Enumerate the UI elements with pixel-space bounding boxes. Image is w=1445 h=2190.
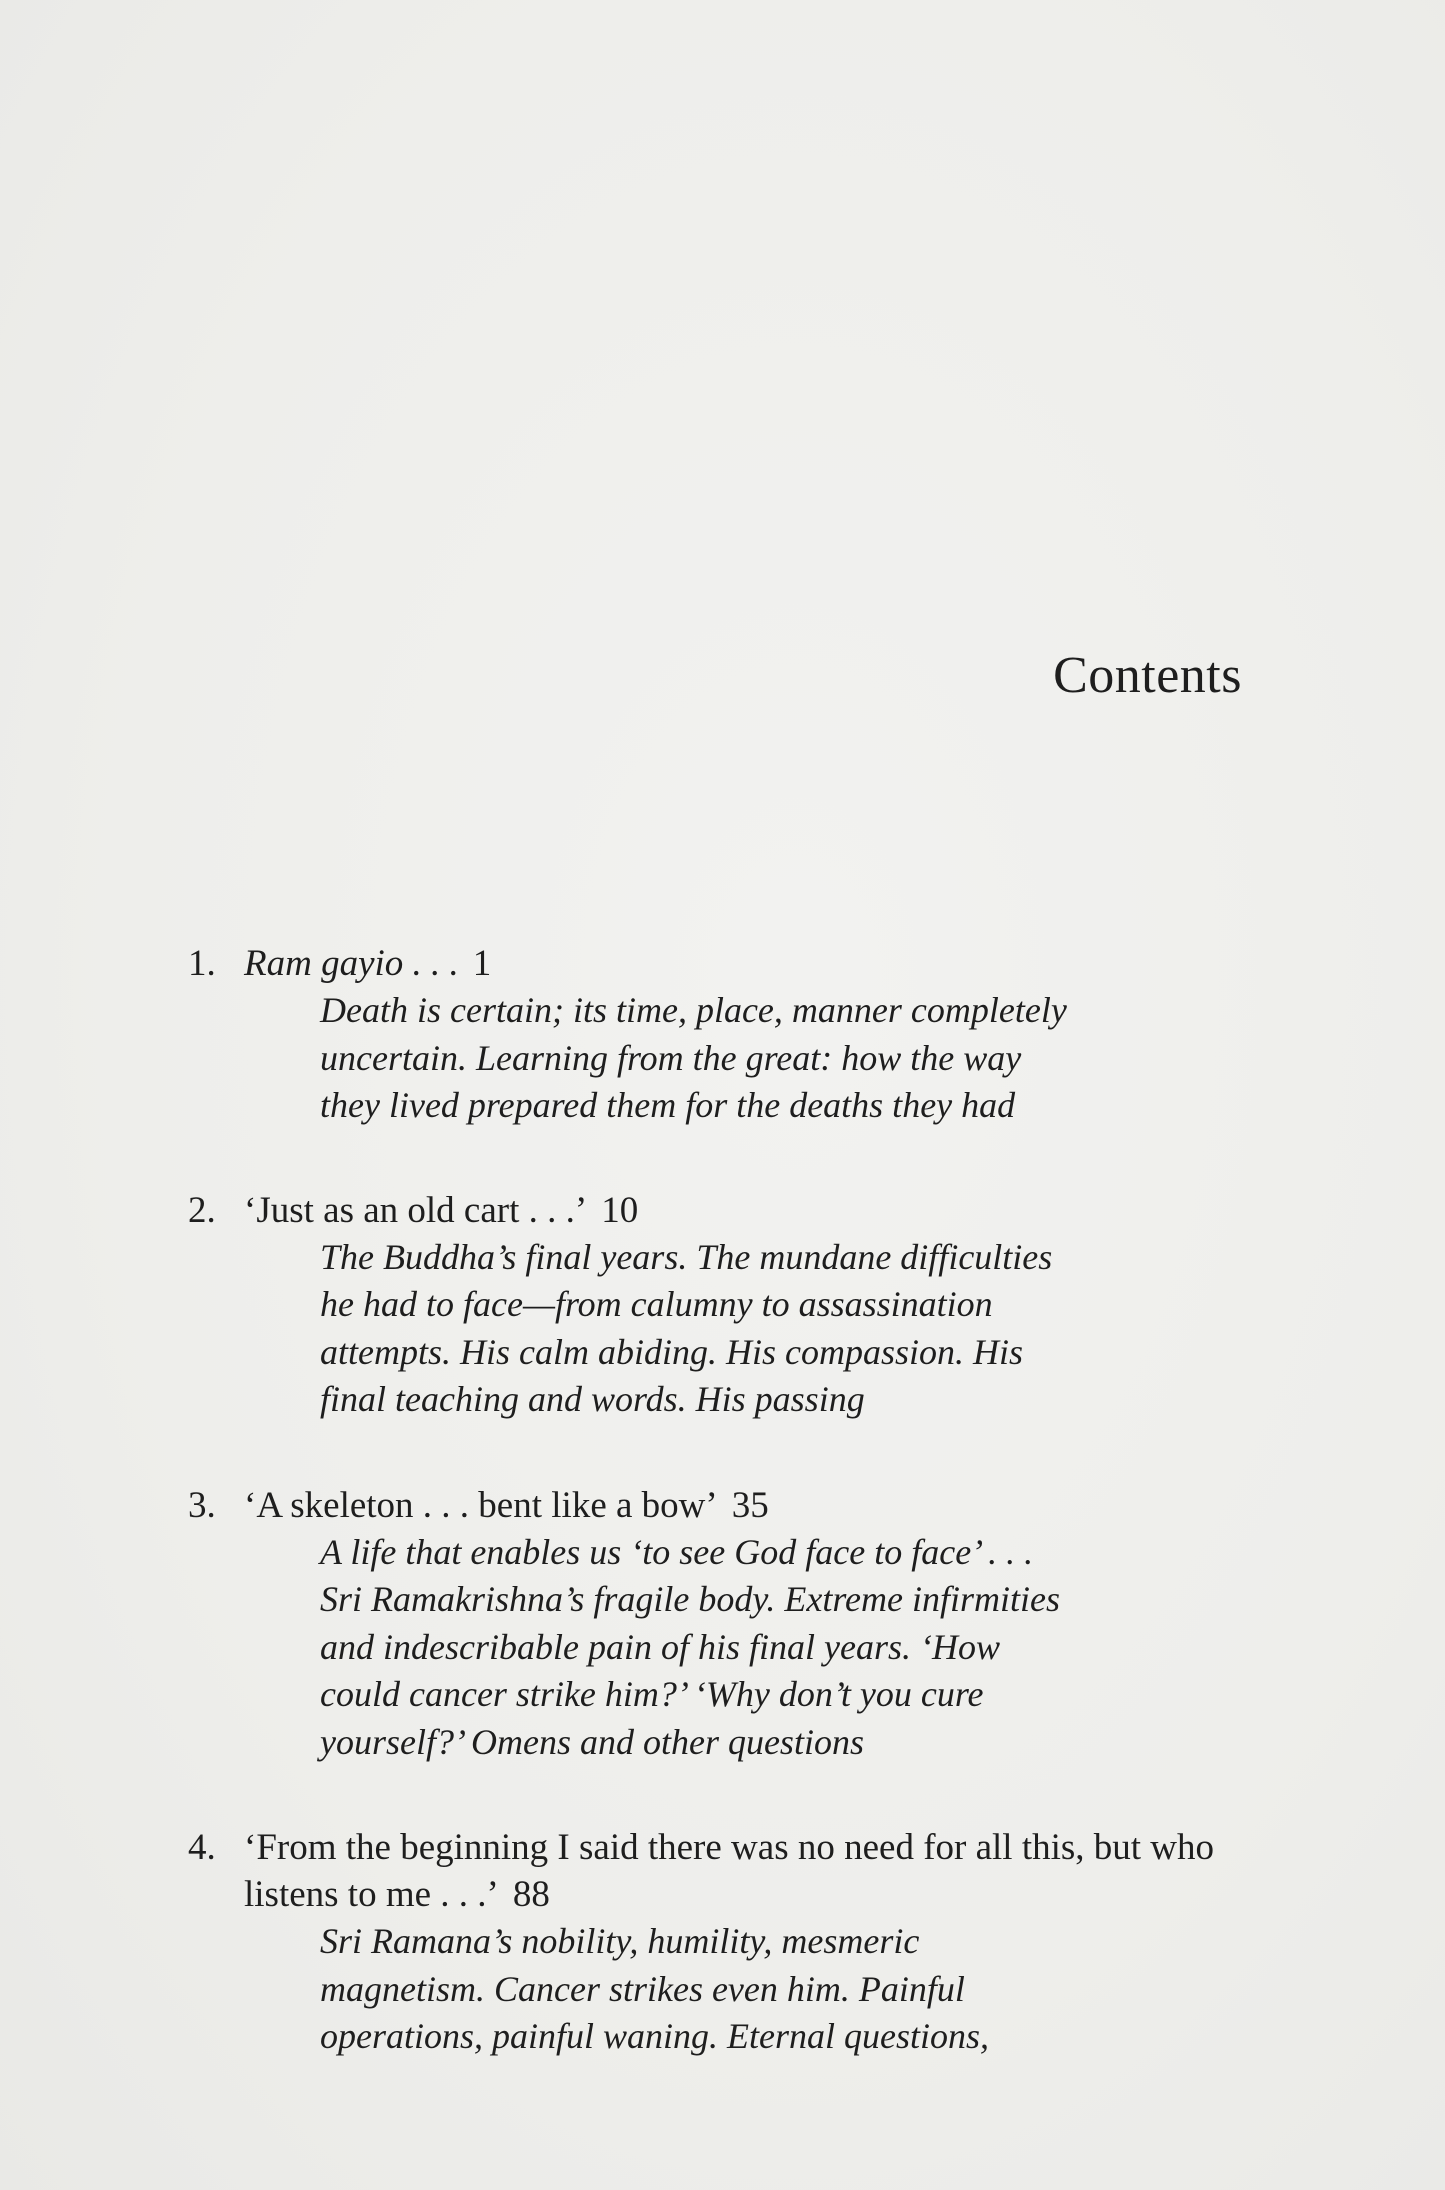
description-line: Sri Ramakrishna’s fragile body. Extreme infirmities — [320, 1579, 1060, 1619]
chapter-description — [320, 1234, 1288, 1424]
description-line: attempts. His calm abiding. His compassion. His — [320, 1331, 1024, 1372]
chapter-number: 2. — [188, 1189, 216, 1231]
chapter-page-number: 35 — [731, 1484, 769, 1526]
table-of-contents — [188, 940, 1288, 2111]
chapter-title-text: Ram gayio . . . — [244, 943, 459, 984]
chapter-page-number: 10 — [601, 1189, 639, 1231]
chapter-page-number: 88 — [512, 1874, 550, 1915]
chapter-page-number: 1 — [472, 943, 492, 984]
description-line: A life that enables us ‘to see God face to face’ . . . — [320, 1531, 1034, 1572]
chapter-description — [320, 1529, 1288, 1767]
chapter-description — [320, 1918, 1288, 2061]
description-line: final teaching and words. His passing — [320, 1379, 865, 1419]
chapter-description — [320, 987, 1288, 1130]
description-line: could cancer strike him?’ ‘Why don’t you cure — [320, 1674, 984, 1714]
chapter-number: 1. — [188, 943, 216, 984]
description-line: uncertain. Learning from the great: how the way — [320, 1037, 1022, 1078]
chapter-title: ‘Just as an old cart . . .’ — [244, 1189, 588, 1231]
chapter-title — [244, 943, 459, 984]
toc-entry-heading — [188, 1187, 1288, 1234]
description-line: The Buddha’s final years. The mundane difficulties — [320, 1236, 1053, 1277]
chapter-number: 4. — [188, 1827, 216, 1868]
description-line: Sri Ramana’s nobility, humility, mesmeric — [320, 1921, 920, 1961]
description-line: yourself?’ Omens and other questions — [320, 1721, 864, 1762]
description-line: they lived prepared them for the deaths they had — [320, 1085, 1016, 1125]
description-line: and indescribable pain of his final years. ‘How — [320, 1626, 1000, 1667]
toc-entry-heading — [188, 1482, 1288, 1529]
chapter-title: ‘From the beginning I said there was no need for all this, but who listens to me . . .’ — [244, 1827, 1215, 1915]
toc-entry-4 — [188, 1824, 1288, 2061]
chapter-title: ‘A skeleton . . . bent like a bow’ — [244, 1484, 718, 1526]
toc-entry-1 — [188, 940, 1288, 1130]
description-line: magnetism. Cancer strikes even him. Painful — [320, 1968, 965, 2009]
toc-entry-2 — [188, 1187, 1288, 1424]
page-title: Contents — [1053, 647, 1242, 704]
description-line: he had to face—from calumny to assassination — [320, 1284, 993, 1324]
toc-entry-heading — [188, 940, 1288, 987]
description-line: operations, painful waning. Eternal questions, — [320, 2016, 990, 2056]
chapter-number: 3. — [188, 1484, 216, 1526]
description-line: Death is certain; its time, place, manner completely — [320, 990, 1067, 1030]
toc-entry-3 — [188, 1482, 1288, 1767]
toc-entry-heading — [188, 1824, 1244, 1918]
